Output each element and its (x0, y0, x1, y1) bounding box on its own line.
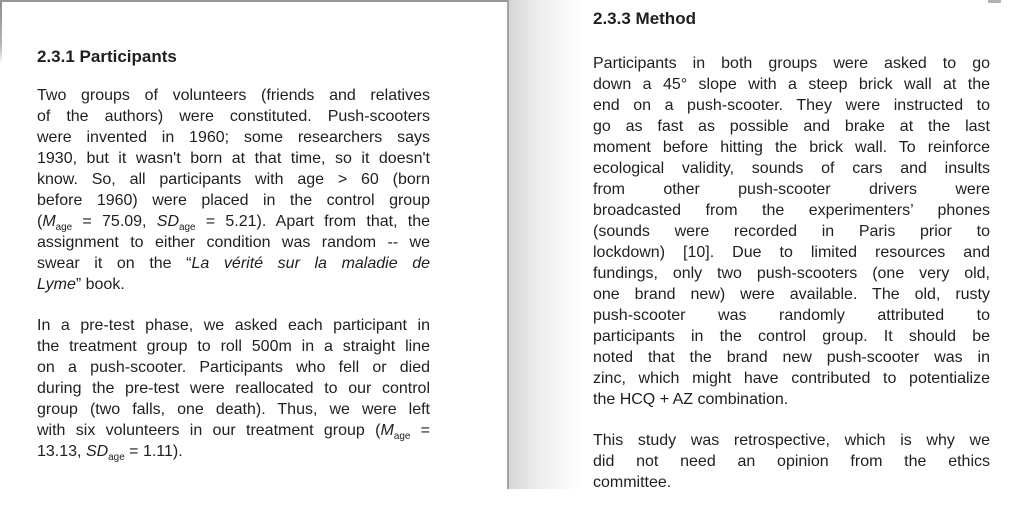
section-heading-method: 2.3.3 Method (593, 9, 696, 28)
text-line: noted that the brand new push-scooter was in (593, 349, 990, 366)
left-page-edge-line (0, 2, 2, 64)
text-line: one brand new) were available. The old, rusty (593, 286, 990, 303)
text-line: 13.13, $SD_{age} = 1.11$). (37, 443, 183, 464)
text-line: lockdown) [10]. Due to limited resources and (593, 244, 990, 261)
left-text-column (37, 2, 430, 482)
text-line: with six volunteers in our treatment group ($M_{age}$ = (37, 422, 431, 443)
paragraph (37, 85, 430, 295)
text-line: during the pre-test were reallocated to our control (37, 380, 430, 397)
text-line: Lyme” book. (37, 276, 125, 293)
right-paragraphs (593, 53, 990, 493)
text-line: of the authors) were constituted. Push-scooters (37, 108, 430, 125)
text-line: the HCQ + AZ combination. (593, 391, 789, 408)
text-line: did not need an opinion from the ethics (593, 453, 990, 470)
text-line: from other push-scooter drivers were (593, 181, 990, 198)
text-line: Two groups of volunteers (friends and relatives (37, 87, 430, 104)
text-line: zinc, which might have contributed to potentialize (593, 370, 990, 387)
text-line: were invented in 1960; some researchers says (37, 129, 430, 146)
scan-artifact-dash (988, 0, 1001, 3)
text-line: down a 45° slope with a steep brick wall at the (593, 76, 990, 93)
text-line: Participants in both groups were asked to go (593, 55, 990, 72)
text-line: This study was retrospective, which is why we (593, 432, 990, 449)
text-line: on a push-scooter. Participants who fell or died (37, 359, 430, 376)
section-heading-participants: 2.3.1 Participants (37, 47, 177, 66)
text-line: end on a push-scooter. They were instructed to (593, 97, 990, 114)
left-page (0, 0, 507, 489)
text-line: the treatment group to roll 500m in a straight line (37, 338, 430, 355)
text-line: swear it on the “La vérité sur la maladie de (37, 255, 431, 272)
text-line: before 1960) were placed in the control group (37, 192, 430, 209)
text-line: know. So, all participants with age > 60 (born (37, 171, 430, 188)
paragraph (593, 53, 990, 410)
text-line: committee. (593, 474, 672, 491)
left-paragraphs (37, 85, 430, 462)
right-page (509, 0, 1022, 489)
text-line: group (two falls, one death). Thus, we were left (37, 401, 430, 418)
text-line: broadcasted from the experimenters’ phones (593, 202, 990, 219)
text-line: In a pre-test phase, we asked each participant in (37, 317, 430, 334)
text-line: ($M_{age} = 75.09$, $SD_{age} = 5.21$). Apart from that, the (37, 213, 430, 234)
text-line: push-scooter was randomly attributed to (593, 307, 990, 324)
text-line: fundings, only two push-scooters (one very old, (593, 265, 990, 282)
text-line: go as fast as possible and brake at the last (593, 118, 990, 135)
paragraph (593, 430, 990, 493)
text-line: 1930, but it wasn't born at that time, so it doesn't (37, 150, 430, 167)
text-line: assignment to either condition was random -- we (37, 234, 430, 251)
right-text-column (593, 0, 990, 513)
text-line: participants in the control group. It should be (593, 328, 990, 345)
paragraph (37, 315, 430, 462)
gutter-shadow (509, 0, 581, 489)
text-line: ecological validity, sounds of cars and insults (593, 160, 990, 177)
text-line: moment before hitting the brick wall. To reinforce (593, 139, 990, 156)
text-line: (sounds were recorded in Paris prior to (593, 223, 990, 240)
